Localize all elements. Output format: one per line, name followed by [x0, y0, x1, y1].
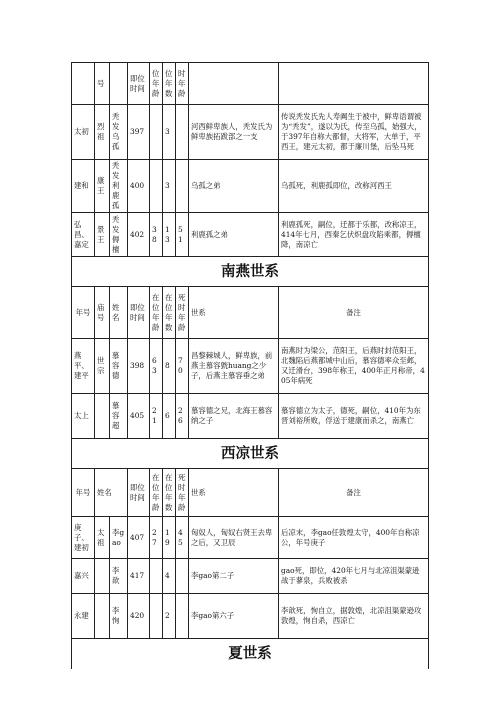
table-row [72, 213, 429, 257]
header-zai-wei: 在位年龄 [150, 287, 163, 339]
header-miao-hao: 庙号 [95, 287, 110, 339]
cell-zai-wei: 27 [150, 517, 163, 559]
section-title-xia: 夏世系 [72, 639, 429, 669]
cell-nian-shu: 2 [163, 594, 176, 639]
cell-name: 李gao [110, 517, 128, 559]
cell-si-nian [176, 594, 189, 639]
cell-zai-wei [150, 160, 163, 213]
cell-nian-hao: 建和 [72, 160, 95, 213]
header-zai-wei: 在位年龄 [150, 469, 163, 517]
cell-miao-hao: 太祖 [95, 517, 110, 559]
cell-bei-zhu: 后凉末，李gao任敦煌太守，400年自称凉公，年号庚子 [279, 517, 429, 559]
header-hao: 号 [95, 63, 110, 105]
table-row [72, 160, 429, 213]
cell-ji-wei: 398 [128, 339, 150, 394]
header-wei-nian-ling: 位年龄 [150, 63, 163, 105]
header-bei-zhu: 备注 [279, 287, 429, 339]
section-heading-row [72, 439, 429, 469]
document-page [71, 62, 428, 669]
cell-ji-wei: 400 [128, 160, 150, 213]
header-nian-shu: 在位年数 [163, 469, 176, 517]
cell-shi-xi: 乌孤之弟 [189, 160, 279, 213]
cell-nian-shu: 8 [163, 339, 176, 394]
cell-si-nian [176, 160, 189, 213]
cell-miao-hao [95, 394, 110, 439]
dynasty-table [71, 62, 429, 669]
cell-ji-wei: 397 [128, 105, 150, 160]
cell-name: 慕容超 [110, 394, 128, 439]
cell-nian-hao: 嘉兴 [72, 559, 95, 594]
cell-nian-hao: 太初 [72, 105, 95, 160]
cell-miao-hao: 烈祖 [95, 105, 110, 160]
cell-ji-wei: 420 [128, 594, 150, 639]
table-row [72, 339, 429, 394]
section-heading-row [72, 257, 429, 287]
cell-si-nian: 45 [176, 517, 189, 559]
header-shi-nian-ling: 时年龄 [176, 63, 189, 105]
cell-nian-shu: 13 [163, 213, 176, 257]
header-name: 姓名 [110, 287, 128, 339]
cell-nian-shu: 6 [163, 394, 176, 439]
cell-miao-hao [95, 559, 110, 594]
section-title-nanyan: 南燕世系 [72, 257, 429, 287]
cell-bei-zhu: 利鹿孤死，嗣位，迁都于乐都，改称凉王，414年七月，西秦乞伏炽盘攻陷乘都，傉檀降，南凉亡 [279, 213, 429, 257]
cell-name: 慕容德 [110, 339, 128, 394]
cell-shi-xi: 匈奴人，匈奴右贤王去卑之后，又卫辰 [189, 517, 279, 559]
section-title-xiliang: 西凉世系 [72, 439, 429, 469]
cell-ji-wei: 407 [128, 517, 150, 559]
cell-zai-wei: 21 [150, 394, 163, 439]
table-row [72, 517, 429, 559]
header-si-nian: 死时年龄 [176, 469, 189, 517]
cell-si-nian [176, 559, 189, 594]
cell-nian-hao: 燕平、建平 [72, 339, 95, 394]
cell-miao-hao: 康王 [95, 160, 110, 213]
header-si-nian: 死时年龄 [176, 287, 189, 339]
cell-ji-wei: 417 [128, 559, 150, 594]
cell-zai-wei: 63 [150, 339, 163, 394]
cell-bei-zhu: 李歆死，恂自立，据敦煌，北凉沮渠蒙逊攻敦煌，恂自杀，西凉亡 [279, 594, 429, 639]
table2-header-row [72, 287, 429, 339]
cell-shi-xi: 李gao第六子 [189, 594, 279, 639]
cell-shi-xi: 李gao第二子 [189, 559, 279, 594]
cell-ji-wei: 402 [128, 213, 150, 257]
cell-bei-zhu: gao死，即位，420年七月与北凉沮渠蒙逊战于蓼泉，兵败被杀 [279, 559, 429, 594]
table3-header-row [72, 469, 429, 517]
cell-nian-hao: 弘昌、嘉定 [72, 213, 95, 257]
cell-si-nian: 70 [176, 339, 189, 394]
cell-shi-xi: 慕容德之兄，北海王慕容纳之子 [189, 394, 279, 439]
header-nian-hao: 年号 [72, 469, 95, 517]
table-row [72, 559, 429, 594]
table-row [72, 394, 429, 439]
cell-shi-xi: 昌黎棘城人，鲜卑族，前燕主慕容皝huang之少子，后燕主慕容垂之弟 [189, 339, 279, 394]
header-name: 姓名 [95, 469, 128, 517]
table-row [72, 594, 429, 639]
header-ji-wei: 即位时间 [128, 469, 150, 517]
cell-zai-wei: 38 [150, 213, 163, 257]
cell-nian-shu: 19 [163, 517, 176, 559]
cell-nian-hao: 永建 [72, 594, 95, 639]
cell-name: 李恂 [110, 594, 128, 639]
header-ji-wei: 即位时间 [128, 63, 150, 105]
cell-bei-zhu: 南燕时为梁公，范阳王，后燕时封范阳王，北魏陷后燕都城中山后，慕容德率众至邺，又迁滑台，398年称王，400年正月称帝，405年病死 [279, 339, 429, 394]
cell-zai-wei [150, 559, 163, 594]
cell-nian-shu: 3 [163, 160, 176, 213]
cell-bei-zhu: 乌孤死，利鹿孤即位，改称河西王 [279, 160, 429, 213]
header-shi-xi: 世系 [189, 287, 279, 339]
cell-bei-zhu: 传说秃发氏先人寿阗生于被中，鲜卑语谓被为“秃发”，遂以为氏，传至乌孤，始强大，于397年自称大都督，大将军，大单于，平西王，建元太初，都于廉川堡，后坠马死 [279, 105, 429, 160]
cell-zai-wei [150, 594, 163, 639]
header-wei-nian-shu: 位年数 [163, 63, 176, 105]
cell-si-nian: 26 [176, 394, 189, 439]
table1-header-row [72, 63, 429, 105]
header-shi-xi: 世系 [189, 469, 279, 517]
header-nian-shu: 在位年数 [163, 287, 176, 339]
header-bei-zhu: 备注 [279, 469, 429, 517]
cell-miao-hao [95, 594, 110, 639]
section-heading-row [72, 639, 429, 669]
cell-zai-wei [150, 105, 163, 160]
cell-nian-hao: 庚子、建初 [72, 517, 95, 559]
cell-miao-hao: 世宗 [95, 339, 110, 394]
cell-bei-zhu: 慕容德立为太子，德死，嗣位，410年为东晋刘裕所败，俘送于建康而杀之，南燕亡 [279, 394, 429, 439]
cell-name: 李歆 [110, 559, 128, 594]
cell-miao-hao: 景王 [95, 213, 110, 257]
cell-nian-shu: 3 [163, 105, 176, 160]
header-nian-hao: 年号 [72, 287, 95, 339]
table-row [72, 105, 429, 160]
cell-shi-xi: 利鹿孤之弟 [189, 213, 279, 257]
cell-nian-shu: 4 [163, 559, 176, 594]
header-ji-wei: 即位时间 [128, 287, 150, 339]
cell-name: 秃发乌孤 [110, 105, 128, 160]
cell-name: 秃发利鹿孤 [110, 160, 128, 213]
cell-name: 秃发傉檀 [110, 213, 128, 257]
cell-nian-hao: 太上 [72, 394, 95, 439]
cell-shi-xi: 河西鲜卑族人，秃发氏为鲜卑族拓跋部之一支 [189, 105, 279, 160]
cell-ji-wei: 405 [128, 394, 150, 439]
cell-si-nian: 51 [176, 213, 189, 257]
cell-si-nian [176, 105, 189, 160]
